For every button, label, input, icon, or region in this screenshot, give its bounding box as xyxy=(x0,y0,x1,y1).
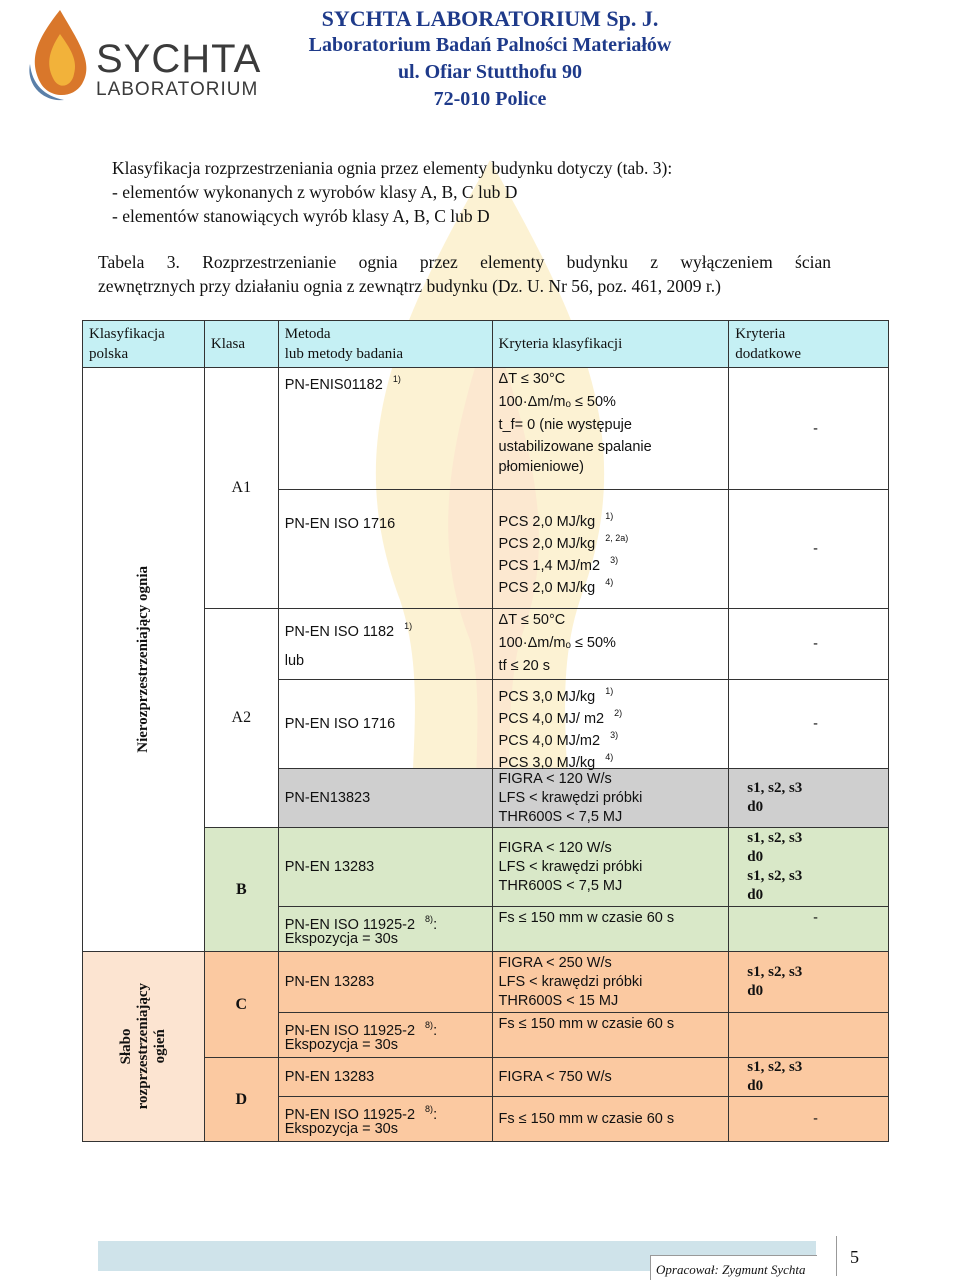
klasa-a1 xyxy=(204,368,278,609)
header-klasyfikacja-polska xyxy=(83,321,205,368)
kryteria-line: PCS 3,0 MJ/kg xyxy=(498,689,596,705)
kryteria-line: THR600S < 7,5 MJ xyxy=(498,808,623,825)
kryteria-line: tf ≤ 20 s xyxy=(498,658,551,674)
footer-author: Opracował: Zygmunt Sychta xyxy=(656,1262,806,1277)
klasa-c xyxy=(204,952,278,1058)
metoda-cell xyxy=(278,769,492,828)
table-row xyxy=(83,952,889,1013)
header-text: dodatkowe xyxy=(735,346,802,362)
logo-wordmark xyxy=(96,38,261,100)
dodatkowe-text: - xyxy=(813,910,818,926)
footnote-ref: 2, 2a) xyxy=(605,533,629,543)
kryteria-line: PCS 2,0 MJ/kg xyxy=(498,536,596,552)
metoda-text: : xyxy=(433,1107,438,1123)
metoda-cell xyxy=(278,680,492,769)
header-text: Metoda xyxy=(284,326,331,342)
kryteria-line: LFS < krawędzi próbki xyxy=(498,858,643,875)
table-row xyxy=(83,1058,889,1097)
klasa-b xyxy=(204,828,278,952)
metoda-text: : xyxy=(433,1023,438,1039)
dodatkowe-cell xyxy=(729,490,889,609)
kryteria-cell xyxy=(492,952,729,1013)
dodatkowe-cell xyxy=(729,1058,889,1097)
dodatkowe-text: d0 xyxy=(747,849,764,865)
header-kryteria-klasyfikacji xyxy=(492,321,729,368)
dodatkowe-cell xyxy=(729,609,889,680)
dodatkowe-text: - xyxy=(813,420,818,437)
dodatkowe-text: d0 xyxy=(747,983,764,999)
metoda-cell xyxy=(278,1013,492,1058)
kryteria-line: LFS < krawędzi próbki xyxy=(498,973,643,990)
dodatkowe-text: s1, s2, s3 xyxy=(747,780,803,796)
dodatkowe-cell xyxy=(729,769,889,828)
footnote-ref: 1) xyxy=(605,511,614,521)
address-street: ul. Ofiar Stutthofu 90 xyxy=(397,61,583,83)
footnote-ref: 3) xyxy=(610,555,619,565)
kryteria-line: ΔT ≤ 30°C xyxy=(498,371,566,387)
header-text: lub metody badania xyxy=(284,346,404,362)
header-text: Kryteria klasyfikacji xyxy=(498,335,623,352)
kryteria-line: Fs ≤ 150 mm w czasie 60 s xyxy=(498,1016,675,1032)
dodatkowe-text: d0 xyxy=(747,887,764,903)
kryteria-line: Fs ≤ 150 mm w czasie 60 s xyxy=(498,1111,675,1127)
kryteria-cell xyxy=(492,609,729,680)
kryteria-cell xyxy=(492,490,729,609)
dodatkowe-text: d0 xyxy=(747,799,764,815)
metoda-text: PN-EN ISO 1716 xyxy=(284,716,396,732)
dodatkowe-text: s1, s2, s3 xyxy=(747,868,803,884)
dodatkowe-text: s1, s2, s3 xyxy=(747,1059,803,1075)
dodatkowe-cell xyxy=(729,828,889,907)
kryteria-cell xyxy=(492,907,729,952)
kryteria-line: LFS < krawędzi próbki xyxy=(498,789,643,806)
kryteria-line: PCS 4,0 MJ/ m2 xyxy=(498,711,605,727)
group-label: Słabo xyxy=(117,1028,134,1065)
logo-word-sychta: SYCHTA xyxy=(96,37,262,81)
header-metoda xyxy=(278,321,492,368)
kryteria-cell xyxy=(492,828,729,907)
dodatkowe-cell xyxy=(729,1097,889,1142)
footnote-ref: 8) xyxy=(425,1020,434,1030)
dodatkowe-cell xyxy=(729,952,889,1013)
group-nierozprzestrzeniajacy xyxy=(83,368,205,952)
kryteria-line: płomieniowe) xyxy=(498,459,584,475)
intro-line-1: Klasyfikacja rozprzestrzeniania ognia przez elementy budynku dotyczy (tab. 3): xyxy=(112,158,673,178)
footnote-ref: 3) xyxy=(610,730,619,740)
kryteria-line: 100·Δm/mₒ ≤ 50% xyxy=(498,394,616,410)
table-caption-line-2: zewnętrznych przy działaniu ognia z zewnątrz budynku (Dz. U. Nr 56, poz. 461, 2009 r.) xyxy=(98,276,721,296)
table-row xyxy=(83,609,889,680)
header-text: Klasyfikacja xyxy=(89,326,165,342)
kryteria-line: t_f= 0 (nie występuje xyxy=(498,417,632,433)
footnote-ref: 8) xyxy=(425,914,434,924)
dodatkowe-text: s1, s2, s3 xyxy=(747,964,803,980)
kryteria-cell xyxy=(492,368,729,490)
metoda-text: PN-EN ISO 1716 xyxy=(284,516,396,532)
kryteria-line: FIGRA < 120 W/s xyxy=(498,770,612,787)
group-label: ogień xyxy=(151,1029,168,1064)
metoda-cell xyxy=(278,490,492,609)
classification-table xyxy=(82,320,889,1142)
footnote-ref: 1) xyxy=(605,686,614,696)
metoda-text: PN-EN ISO 11925-2 xyxy=(284,917,416,933)
footnote-ref: 8) xyxy=(425,1104,434,1114)
kryteria-cell xyxy=(492,769,729,828)
header-text: Kryteria xyxy=(735,326,786,342)
metoda-text: PN-EN 13283 xyxy=(284,1069,375,1085)
footnote-ref: 4) xyxy=(605,752,614,762)
address-city: 72-010 Police xyxy=(433,88,547,110)
group-slabo-rozprzestrzeniajacy xyxy=(83,952,205,1142)
group-label: Nierozprzestrzeniający ognia xyxy=(134,566,151,753)
header-text: Klasa xyxy=(210,335,246,352)
metoda-text: : xyxy=(433,917,438,933)
dodatkowe-text: - xyxy=(813,636,818,652)
kryteria-cell xyxy=(492,680,729,769)
header-klasa xyxy=(204,321,278,368)
metoda-cell xyxy=(278,609,492,680)
dodatkowe-text: - xyxy=(813,716,818,732)
metoda-text: PN-EN 13283 xyxy=(284,974,375,990)
kryteria-cell xyxy=(492,1097,729,1142)
header-kryteria-dodatkowe xyxy=(729,321,889,368)
kryteria-line: PCS 1,4 MJ/m2 xyxy=(498,558,601,574)
intro-line-2: - elementów wykonanych z wyrobów klasy A, B, C lub D xyxy=(112,182,518,202)
logo-word-laboratorium: LABORATORIUM xyxy=(96,79,259,100)
klasa-label: B xyxy=(235,880,247,898)
table-row xyxy=(83,368,889,490)
footnote-ref: 4) xyxy=(605,577,614,587)
metoda-cell xyxy=(278,368,492,490)
table-row xyxy=(83,828,889,907)
lab-name: Laboratorium Badań Palności Materiałów xyxy=(308,34,672,56)
metoda-text: PN-ENIS01182 xyxy=(284,377,383,393)
kryteria-line: PCS 2,0 MJ/kg xyxy=(498,514,596,530)
flame-logo-icon xyxy=(20,4,100,104)
table-header-row xyxy=(83,321,889,368)
klasa-label: A1 xyxy=(231,479,252,496)
metoda-text: PN-EN ISO 11925-2 xyxy=(284,1107,416,1123)
metoda-text: Ekspozycja = 30s xyxy=(284,1037,398,1053)
metoda-cell xyxy=(278,907,492,952)
kryteria-cell xyxy=(492,1013,729,1058)
metoda-text: PN-EN 13283 xyxy=(284,859,375,875)
kryteria-line: ustabilizowane spalanie xyxy=(498,439,652,455)
kryteria-line: PCS 4,0 MJ/m2 xyxy=(498,733,601,749)
company-name: SYCHTA LABORATORIUM Sp. J. xyxy=(321,6,659,31)
footer-divider xyxy=(836,1236,837,1276)
metoda-text: PN-EN13823 xyxy=(284,790,371,806)
kryteria-line: THR600S < 7,5 MJ xyxy=(498,877,623,894)
kryteria-line: FIGRA < 750 W/s xyxy=(498,1069,612,1085)
footnote-ref: 2) xyxy=(614,708,623,718)
table-caption-line-1: Tabela 3. Rozprzestrzenianie ognia przez elementy budynku z wyłączeniem ścian xyxy=(98,252,831,272)
kryteria-line: FIGRA < 120 W/s xyxy=(498,839,612,856)
klasa-label: A2 xyxy=(231,709,252,726)
intro-line-3: - elementów stanowiących wyrób klasy A, B, C lub D xyxy=(112,206,490,226)
kryteria-line: 100·Δm/mₒ ≤ 50% xyxy=(498,635,616,651)
dodatkowe-cell xyxy=(729,1013,889,1058)
dodatkowe-cell xyxy=(729,907,889,952)
metoda-text: PN-EN ISO 1182 xyxy=(284,624,395,640)
group-label: rozprzestrzeniający xyxy=(134,983,151,1110)
metoda-cell xyxy=(278,952,492,1013)
dodatkowe-text: - xyxy=(813,1111,818,1127)
metoda-text: lub xyxy=(284,653,305,669)
header-text: polska xyxy=(89,346,129,362)
kryteria-cell xyxy=(492,1058,729,1097)
kryteria-line: THR600S < 15 MJ xyxy=(498,992,619,1009)
klasa-d xyxy=(204,1058,278,1142)
dodatkowe-text: d0 xyxy=(747,1078,764,1094)
klasa-label: D xyxy=(235,1090,248,1108)
kryteria-line: Fs ≤ 150 mm w czasie 60 s xyxy=(498,910,675,926)
metoda-text: Ekspozycja = 30s xyxy=(284,1121,398,1137)
dodatkowe-cell xyxy=(729,680,889,769)
metoda-text: Ekspozycja = 30s xyxy=(284,931,398,947)
dodatkowe-cell xyxy=(729,368,889,490)
kryteria-line: ΔT ≤ 50°C xyxy=(498,612,566,628)
kryteria-line: FIGRA < 250 W/s xyxy=(498,954,612,971)
dodatkowe-text: s1, s2, s3 xyxy=(747,830,803,846)
klasa-label: C xyxy=(235,995,248,1013)
metoda-cell xyxy=(278,1097,492,1142)
page-number: 5 xyxy=(850,1247,859,1267)
footnote-ref: 1) xyxy=(404,621,413,631)
metoda-text: PN-EN ISO 11925-2 xyxy=(284,1023,416,1039)
footnote-ref: 1) xyxy=(392,374,401,384)
metoda-cell xyxy=(278,1058,492,1097)
kryteria-line: PCS 2,0 MJ/kg xyxy=(498,580,596,596)
kryteria-line: PCS 3,0 MJ/kg xyxy=(498,755,596,771)
dodatkowe-text: - xyxy=(813,541,818,557)
metoda-cell xyxy=(278,828,492,907)
klasa-a2 xyxy=(204,609,278,828)
